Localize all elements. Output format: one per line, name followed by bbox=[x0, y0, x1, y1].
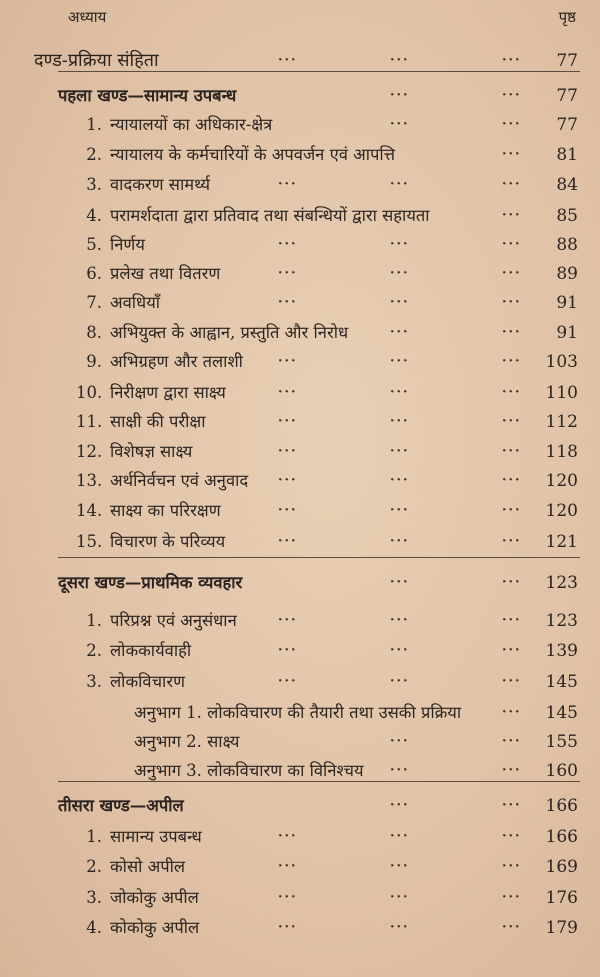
leader-dots: ··· bbox=[502, 208, 522, 223]
entry-label: दूसरा खण्ड—प्राथमिक व्यवहार bbox=[58, 573, 243, 592]
entry-page-number: 81 bbox=[556, 145, 578, 165]
entry-number: 2. bbox=[86, 857, 102, 876]
leader-dots: ··· bbox=[502, 890, 522, 905]
leader-dots: ··· bbox=[502, 473, 522, 488]
entry-number: 3. bbox=[86, 175, 102, 194]
leader-dots: ··· bbox=[390, 829, 410, 844]
entry-label: परामर्शदाता द्वारा प्रतिवाद तथा संबन्धियों द्वारा सहायता bbox=[110, 206, 430, 225]
entry-label: प्रलेख तथा वितरण bbox=[110, 264, 221, 283]
entry-number: 13. bbox=[76, 471, 103, 490]
entry-page-number: 145 bbox=[545, 672, 578, 692]
leader-dots: ··· bbox=[502, 763, 522, 778]
leader-dots: ··· bbox=[502, 829, 522, 844]
toc-entry bbox=[0, 636, 600, 666]
toc-entry bbox=[0, 110, 600, 140]
toc-entry bbox=[0, 667, 600, 697]
entry-label: तीसरा खण्ड—अपील bbox=[58, 796, 184, 815]
toc-entry bbox=[0, 527, 600, 557]
leader-dots: ··· bbox=[390, 88, 410, 103]
leader-dots: ··· bbox=[390, 643, 410, 658]
entry-page-number: 89 bbox=[556, 264, 578, 284]
leader-dots: ··· bbox=[390, 237, 410, 252]
leader-dots: ··· bbox=[278, 643, 298, 658]
leader-dots: ··· bbox=[390, 503, 410, 518]
leader-dots: ··· bbox=[390, 613, 410, 628]
toc-entry bbox=[0, 288, 600, 318]
leader-dots: ··· bbox=[278, 859, 298, 874]
toc-heading bbox=[0, 81, 600, 111]
entry-number: 1. bbox=[86, 115, 102, 134]
entry-page-number: 120 bbox=[545, 501, 578, 521]
entry-page-number: 121 bbox=[545, 532, 578, 552]
entry-label: अर्थनिर्वचन एवं अनुवाद bbox=[110, 471, 249, 490]
entry-number: 3. bbox=[86, 888, 102, 907]
leader-dots: ··· bbox=[278, 53, 298, 68]
toc-entry bbox=[0, 822, 600, 852]
leader-dots: ··· bbox=[502, 117, 522, 132]
toc-entry bbox=[0, 852, 600, 882]
leader-dots: ··· bbox=[278, 237, 298, 252]
toc-entry bbox=[0, 883, 600, 913]
entry-label: पहला खण्ड—सामान्य उपबन्ध bbox=[58, 86, 237, 105]
entry-number: 2. bbox=[86, 145, 102, 164]
entry-page-number: 139 bbox=[545, 641, 578, 661]
leader-dots: ··· bbox=[502, 920, 522, 935]
leader-dots: ··· bbox=[278, 266, 298, 281]
leader-dots: ··· bbox=[502, 237, 522, 252]
entry-page-number: 85 bbox=[556, 206, 578, 226]
toc-entry bbox=[0, 259, 600, 289]
leader-dots: ··· bbox=[390, 859, 410, 874]
entry-number: 5. bbox=[86, 235, 102, 254]
leader-dots: ··· bbox=[390, 734, 410, 749]
entry-label: अनुभाग 1. लोकविचारण की तैयारी तथा उसकी प्रक्रिया bbox=[134, 703, 462, 722]
leader-dots: ··· bbox=[502, 613, 522, 628]
leader-dots: ··· bbox=[502, 444, 522, 459]
leader-dots: ··· bbox=[502, 147, 522, 162]
entry-number: 11. bbox=[76, 412, 103, 431]
toc-entry bbox=[0, 201, 600, 231]
toc-entry bbox=[0, 727, 600, 757]
entry-label: परिप्रश्न एवं अनुसंधान bbox=[110, 611, 237, 630]
leader-dots: ··· bbox=[390, 920, 410, 935]
leader-dots: ··· bbox=[502, 705, 522, 720]
entry-label: कोसो अपील bbox=[110, 857, 186, 876]
leader-dots: ··· bbox=[502, 354, 522, 369]
toc-header bbox=[0, 2, 600, 32]
entry-number: 4. bbox=[86, 918, 102, 937]
entry-page-number: 118 bbox=[545, 442, 578, 462]
leader-dots: ··· bbox=[502, 503, 522, 518]
entry-number: 9. bbox=[86, 352, 102, 371]
leader-dots: ··· bbox=[390, 385, 410, 400]
toc-entry bbox=[0, 318, 600, 348]
toc-entry bbox=[0, 466, 600, 496]
leader-dots: ··· bbox=[502, 643, 522, 658]
entry-number: 1. bbox=[86, 611, 102, 630]
toc-heading bbox=[0, 46, 600, 76]
entry-page-number: 176 bbox=[545, 888, 578, 908]
toc-entry bbox=[0, 437, 600, 467]
toc-entry bbox=[0, 140, 600, 170]
leader-dots: ··· bbox=[502, 798, 522, 813]
toc-heading bbox=[0, 568, 600, 598]
entry-number: 10. bbox=[76, 383, 103, 402]
leader-dots: ··· bbox=[390, 325, 410, 340]
entry-number: 15. bbox=[76, 532, 103, 551]
entry-page-number: 84 bbox=[556, 175, 578, 195]
entry-label: अभिग्रहण और तलाशी bbox=[110, 352, 243, 371]
leader-dots: ··· bbox=[390, 444, 410, 459]
entry-number: 1. bbox=[86, 827, 102, 846]
entry-page-number: 123 bbox=[545, 573, 578, 593]
entry-label: निर्णय bbox=[110, 235, 145, 254]
entry-page-number: 91 bbox=[556, 293, 578, 313]
toc-entry bbox=[0, 378, 600, 408]
entry-label: साक्षी की परीक्षा bbox=[110, 412, 206, 431]
toc-entry bbox=[0, 407, 600, 437]
entry-page-number: 88 bbox=[556, 235, 578, 255]
entry-label: विचारण के परिव्यय bbox=[110, 532, 226, 551]
entry-number: 4. bbox=[86, 206, 102, 225]
leader-dots: ··· bbox=[390, 473, 410, 488]
leader-dots: ··· bbox=[278, 295, 298, 310]
leader-dots: ··· bbox=[502, 53, 522, 68]
entry-label: लोकविचारण bbox=[110, 672, 186, 691]
entry-label: न्यायालयों का अधिकार-क्षेत्र bbox=[110, 115, 273, 134]
leader-dots: ··· bbox=[278, 177, 298, 192]
leader-dots: ··· bbox=[278, 920, 298, 935]
leader-dots: ··· bbox=[502, 534, 522, 549]
entry-page-number: 179 bbox=[545, 918, 578, 938]
leader-dots: ··· bbox=[390, 534, 410, 549]
entry-page-number: 166 bbox=[545, 796, 578, 816]
entry-page-number: 112 bbox=[545, 412, 578, 432]
entry-page-number: 160 bbox=[545, 761, 578, 781]
entry-label: निरीक्षण द्वारा साक्ष्य bbox=[110, 383, 226, 402]
leader-dots: ··· bbox=[278, 473, 298, 488]
entry-label: सामान्य उपबन्ध bbox=[110, 827, 202, 846]
chapter-column-label: अध्याय bbox=[68, 8, 107, 26]
leader-dots: ··· bbox=[390, 674, 410, 689]
leader-dots: ··· bbox=[390, 53, 410, 68]
entry-label: साक्ष्य का परिरक्षण bbox=[110, 501, 221, 520]
leader-dots: ··· bbox=[390, 266, 410, 281]
leader-dots: ··· bbox=[502, 414, 522, 429]
leader-dots: ··· bbox=[390, 295, 410, 310]
leader-dots: ··· bbox=[278, 829, 298, 844]
page-column-label: पृष्ठ bbox=[558, 8, 576, 26]
entry-label: न्यायालय के कर्मचारियों के अपवर्जन एवं आपत्ति bbox=[110, 145, 396, 164]
leader-dots: ··· bbox=[502, 575, 522, 590]
toc-entry bbox=[0, 496, 600, 526]
leader-dots: ··· bbox=[502, 266, 522, 281]
entry-label: लोककार्यवाही bbox=[110, 641, 192, 660]
entry-label: अभियुक्त के आह्वान, प्रस्तुति और निरोध bbox=[110, 323, 349, 342]
entry-number: 14. bbox=[76, 501, 103, 520]
leader-dots: ··· bbox=[390, 414, 410, 429]
leader-dots: ··· bbox=[502, 734, 522, 749]
leader-dots: ··· bbox=[390, 890, 410, 905]
entry-number: 7. bbox=[86, 293, 102, 312]
entry-number: 12. bbox=[76, 442, 103, 461]
leader-dots: ··· bbox=[278, 613, 298, 628]
leader-dots: ··· bbox=[278, 444, 298, 459]
entry-label: अनुभाग 2. साक्ष्य bbox=[134, 732, 240, 751]
leader-dots: ··· bbox=[278, 503, 298, 518]
entry-number: 2. bbox=[86, 641, 102, 660]
toc-entry bbox=[0, 698, 600, 728]
toc-entry bbox=[0, 913, 600, 943]
leader-dots: ··· bbox=[278, 890, 298, 905]
section-rule bbox=[58, 557, 580, 558]
leader-dots: ··· bbox=[278, 534, 298, 549]
toc-entry bbox=[0, 170, 600, 200]
entry-page-number: 77 bbox=[556, 86, 578, 106]
toc-entry bbox=[0, 347, 600, 377]
leader-dots: ··· bbox=[390, 575, 410, 590]
entry-number: 6. bbox=[86, 264, 102, 283]
leader-dots: ··· bbox=[278, 674, 298, 689]
entry-label: अवधियाँ bbox=[110, 293, 161, 312]
entry-number: 3. bbox=[86, 672, 102, 691]
entry-page-number: 91 bbox=[556, 323, 578, 343]
toc-entry bbox=[0, 230, 600, 260]
entry-page-number: 166 bbox=[545, 827, 578, 847]
leader-dots: ··· bbox=[390, 798, 410, 813]
toc-heading bbox=[0, 791, 600, 821]
leader-dots: ··· bbox=[390, 177, 410, 192]
entry-page-number: 145 bbox=[545, 703, 578, 723]
leader-dots: ··· bbox=[502, 859, 522, 874]
leader-dots: ··· bbox=[278, 414, 298, 429]
entry-page-number: 120 bbox=[545, 471, 578, 491]
toc-entry bbox=[0, 756, 600, 786]
entry-label: जोकोकु अपील bbox=[110, 888, 199, 907]
leader-dots: ··· bbox=[390, 354, 410, 369]
entry-page-number: 155 bbox=[545, 732, 578, 752]
entry-label: दण्ड-प्रक्रिया संहिता bbox=[34, 50, 159, 71]
entry-page-number: 77 bbox=[556, 51, 578, 71]
entry-label: कोकोकु अपील bbox=[110, 918, 200, 937]
entry-page-number: 110 bbox=[545, 383, 578, 403]
entry-page-number: 77 bbox=[556, 115, 578, 135]
entry-page-number: 123 bbox=[545, 611, 578, 631]
leader-dots: ··· bbox=[278, 354, 298, 369]
leader-dots: ··· bbox=[502, 325, 522, 340]
entry-label: अनुभाग 3. लोकविचारण का विनिश्चय bbox=[134, 761, 364, 780]
entry-page-number: 103 bbox=[545, 352, 578, 372]
leader-dots: ··· bbox=[390, 117, 410, 132]
entry-label: वादकरण सामर्थ्य bbox=[110, 175, 211, 194]
toc-entry bbox=[0, 606, 600, 636]
leader-dots: ··· bbox=[390, 763, 410, 778]
leader-dots: ··· bbox=[502, 177, 522, 192]
leader-dots: ··· bbox=[502, 385, 522, 400]
entry-number: 8. bbox=[86, 323, 102, 342]
entry-page-number: 169 bbox=[545, 857, 578, 877]
leader-dots: ··· bbox=[278, 385, 298, 400]
entry-label: विशेषज्ञ साक्ष्य bbox=[110, 442, 193, 461]
leader-dots: ··· bbox=[502, 88, 522, 103]
leader-dots: ··· bbox=[502, 674, 522, 689]
leader-dots: ··· bbox=[502, 295, 522, 310]
